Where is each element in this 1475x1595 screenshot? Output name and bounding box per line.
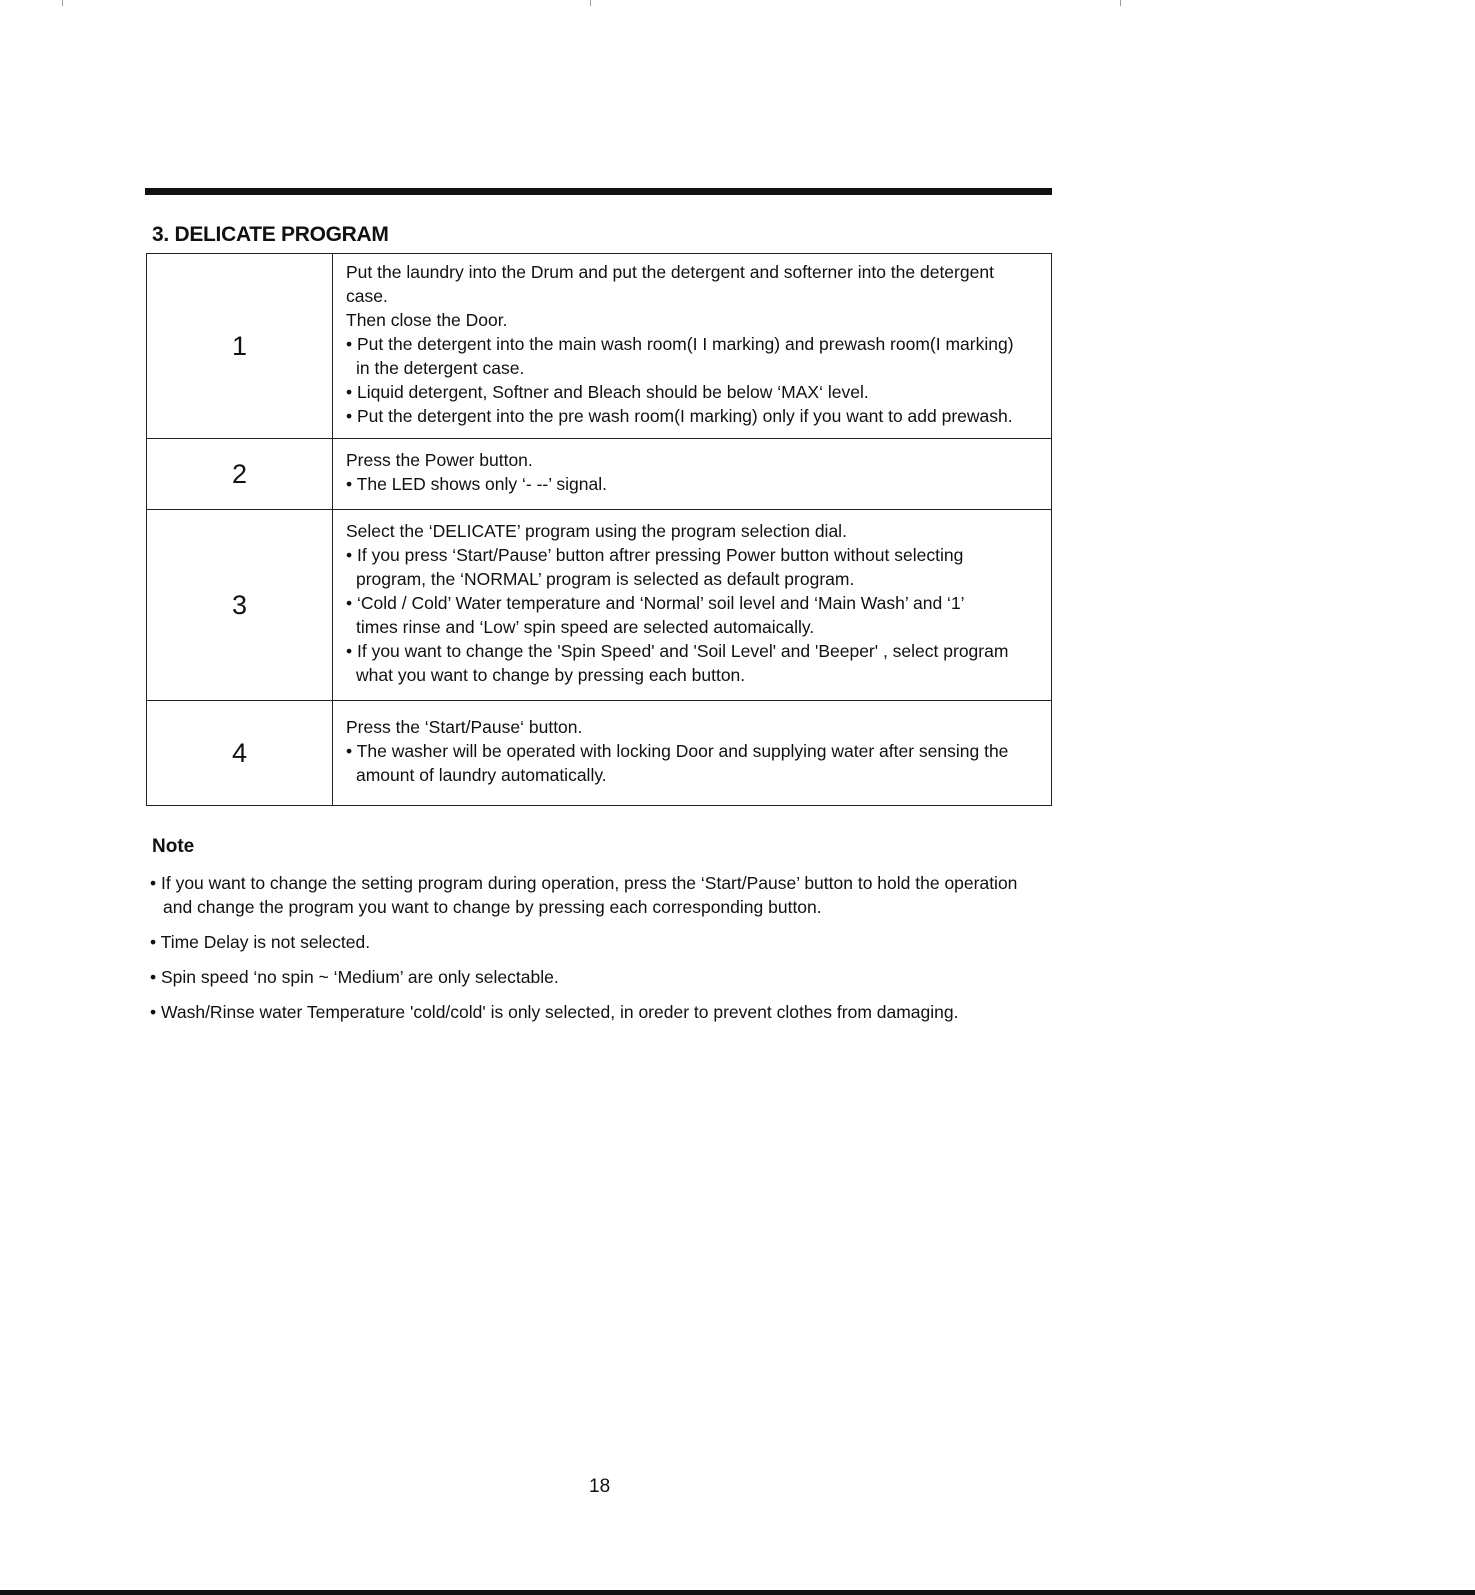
step-text: Press the ‘Start/Pause‘ button. — [346, 717, 583, 737]
step-description — [333, 439, 1052, 510]
table-row — [147, 254, 1052, 439]
step-text: Press the Power button. — [346, 450, 533, 470]
step-bullet: • ‘Cold / Cold’ Water temperature and ‘Normal’ soil level and ‘Main Wash’ and ‘1’ times rinse and ‘Low’ spin speed are selected automaically. — [346, 593, 965, 637]
note-title: Note — [152, 836, 195, 857]
step-number: 2 — [147, 439, 333, 510]
step-text: case. — [346, 286, 388, 306]
step-number: 1 — [147, 254, 333, 439]
step-text: Select the ‘DELICATE’ program using the program selection dial. — [346, 521, 847, 541]
note-list — [150, 871, 1060, 1035]
step-bullet: • Put the detergent into the pre wash room(I marking) only if you want to add prewash. — [346, 406, 1013, 426]
step-text: Then close the Door. — [346, 310, 508, 330]
page-number: 18 — [589, 1476, 611, 1497]
note-item: • Wash/Rinse water Temperature 'cold/cold' is only selected, in oreder to prevent clothes from damaging. — [150, 1002, 959, 1022]
note-item: • Time Delay is not selected. — [150, 932, 371, 952]
step-bullet: • If you want to change the 'Spin Speed' and 'Soil Level' and 'Beeper' , select program what you want to change by pressing each button. — [346, 641, 1009, 685]
table-row — [147, 439, 1052, 510]
step-number: 3 — [147, 510, 333, 701]
table-row — [147, 701, 1052, 806]
table-row — [147, 510, 1052, 701]
step-bullet: • Put the detergent into the main wash room(I I marking) and prewash room(I marking) in the detergent case. — [346, 334, 1014, 378]
step-bullet: • Liquid detergent, Softner and Bleach should be below ‘MAX‘ level. — [346, 382, 869, 402]
step-bullet: • If you press ‘Start/Pause’ button aftrer pressing Power button without selecting program, the ‘NORMAL’ program is selected as default program. — [346, 545, 964, 589]
step-description — [333, 701, 1052, 806]
step-text: Put the laundry into the Drum and put the detergent and softerner into the detergent — [346, 262, 994, 282]
section-title: 3. DELICATE PROGRAM — [152, 223, 389, 246]
note-item: • If you want to change the setting program during operation, press the ‘Start/Pause’ button to hold the operation and change the program you want to change by pressing each corresponding button. — [150, 873, 1018, 917]
step-description — [333, 510, 1052, 701]
step-bullet: • The LED shows only ‘- --’ signal. — [346, 474, 607, 494]
header-rule — [145, 188, 1052, 195]
step-number: 4 — [147, 701, 333, 806]
bottom-edge-rule — [0, 1590, 1475, 1595]
steps-table — [146, 253, 1052, 806]
step-bullet: • The washer will be operated with locking Door and supplying water after sensing the amount of laundry automatically. — [346, 741, 1009, 785]
note-item: • Spin speed ‘no spin ~ ‘Medium’ are only selectable. — [150, 967, 559, 987]
step-description — [333, 254, 1052, 439]
